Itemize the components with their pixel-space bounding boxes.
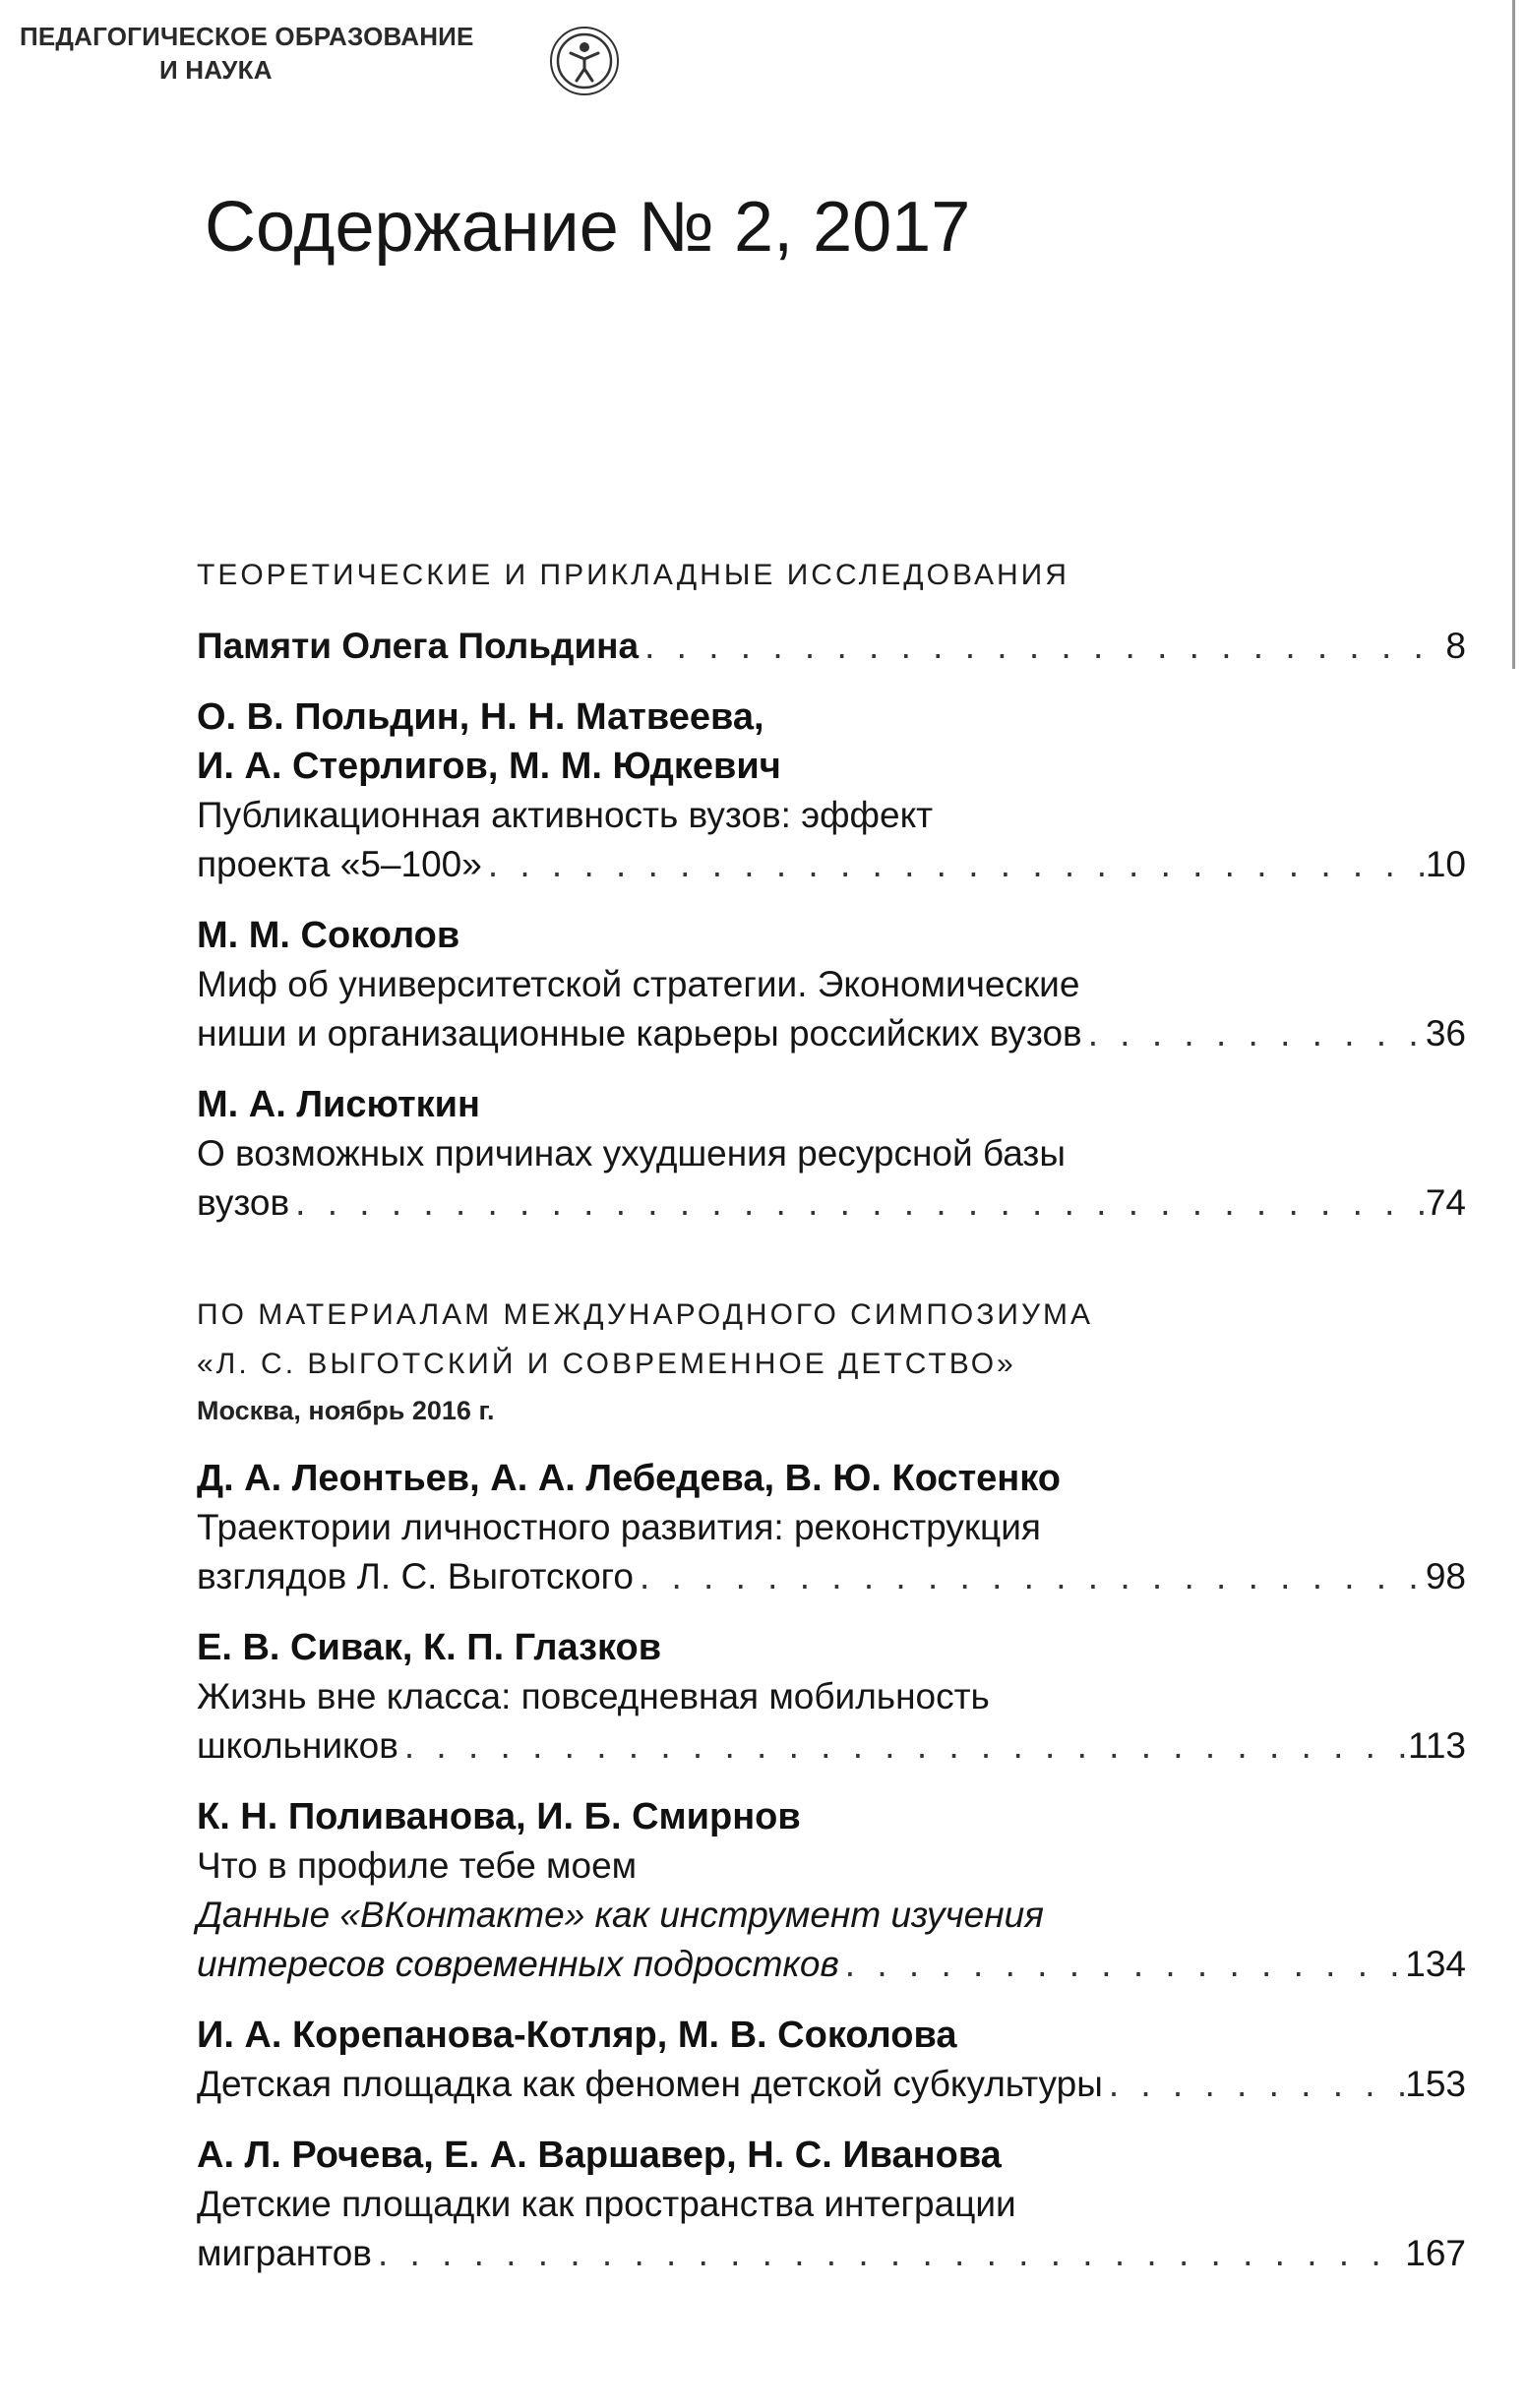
entry-title: О возможных причинах ухудшения ресурсной базы bbox=[197, 1133, 1066, 1174]
entry-authors: Д. А. Леонтьев, А. А. Лебедева, В. Ю. Костенко bbox=[197, 1458, 1061, 1499]
toc-entry bbox=[197, 2011, 1466, 2109]
toc-entry-line bbox=[197, 1940, 1466, 1989]
entry-authors: Е. В. Сивак, К. П. Глазков bbox=[197, 1627, 662, 1668]
toc-section-theoretical bbox=[197, 551, 1466, 1228]
entry-title: школьников bbox=[197, 1725, 398, 1766]
journal-logo-icon bbox=[547, 24, 622, 98]
toc-entry bbox=[197, 1623, 1466, 1771]
section-subtitle: Москва, ноябрь 2016 г. bbox=[197, 1396, 495, 1425]
entry-authors: И. А. Корепанова-Котляр, М. В. Соколова bbox=[197, 2015, 957, 2056]
toc-entry bbox=[197, 1454, 1466, 1601]
dot-leader bbox=[639, 622, 1427, 671]
page-number: 8 bbox=[1445, 626, 1466, 666]
entry-title: Публикационная активность вузов: эффект bbox=[197, 795, 934, 835]
entry-authors: О. В. Польдин, Н. Н. Матвеева, bbox=[197, 696, 764, 738]
page-edge-divider bbox=[1512, 0, 1515, 669]
toc-entry-line bbox=[197, 840, 1466, 889]
entry-title: взглядов Л. С. Выготского bbox=[197, 1556, 634, 1596]
page-title: Содержание № 2, 2017 bbox=[205, 188, 971, 267]
journal-name-line1: ПЕДАГОГИЧЕСКОЕ ОБРАЗОВАНИЕ bbox=[20, 22, 474, 51]
toc-entry-line bbox=[197, 1721, 1466, 1771]
toc-entry-line bbox=[197, 2060, 1466, 2109]
page-number: 36 bbox=[1425, 1013, 1466, 1054]
table-of-contents bbox=[197, 551, 1466, 2278]
page-number: 98 bbox=[1425, 1556, 1466, 1596]
page-number: 74 bbox=[1425, 1182, 1466, 1223]
entry-authors: К. Н. Поливанова, И. Б. Смирнов bbox=[197, 1796, 801, 1837]
dot-leader bbox=[482, 840, 1426, 889]
toc-section-symposium bbox=[197, 1291, 1466, 2278]
toc-entry bbox=[197, 1080, 1466, 1228]
toc-entry-line bbox=[197, 1009, 1466, 1058]
dot-leader bbox=[1103, 2060, 1405, 2109]
page-number: 113 bbox=[1408, 1725, 1466, 1766]
entry-authors: М. А. Лисюткин bbox=[197, 1084, 480, 1125]
entry-title: ниши и организационные карьеры российских вузов bbox=[197, 1013, 1082, 1054]
entry-title: Миф об университетской стратегии. Экономические bbox=[197, 964, 1080, 1004]
entry-title: Детские площадки как пространства интеграции bbox=[197, 2184, 1016, 2224]
toc-entry-line bbox=[197, 1178, 1466, 1228]
entry-title: проекта «5–100» bbox=[197, 844, 482, 884]
memorial-title: Памяти Олега Польдина bbox=[197, 626, 640, 666]
entry-subtitle: Данные «ВКонтакте» как инструмент изучения bbox=[197, 1895, 1044, 1935]
toc-entry-memorial bbox=[197, 622, 1466, 671]
entry-authors: А. Л. Рочева, Е. А. Варшавер, Н. С. Иванова bbox=[197, 2135, 1002, 2176]
page-number: 134 bbox=[1405, 1944, 1466, 1984]
entry-subtitle: интересов современных подростков bbox=[197, 1944, 839, 1984]
entry-title: мигрантов bbox=[197, 2233, 372, 2273]
dot-leader bbox=[634, 1552, 1426, 1601]
journal-header bbox=[20, 20, 474, 87]
page-number: 153 bbox=[1405, 2064, 1466, 2104]
toc-entry bbox=[197, 692, 1466, 889]
dot-leader bbox=[398, 1721, 1408, 1771]
entry-title: Что в профиле тебе моем bbox=[197, 1845, 638, 1886]
entry-title: Жизнь вне класса: повседневная мобильность bbox=[197, 1676, 990, 1716]
entry-title: Детская площадка как феномен детской субкультуры bbox=[197, 2064, 1103, 2104]
entry-title: Траектории личностного развития: реконструкция bbox=[197, 1507, 1041, 1547]
toc-entry bbox=[197, 1792, 1466, 1989]
page-number: 10 bbox=[1425, 844, 1466, 884]
journal-name-line2: И НАУКА bbox=[159, 55, 273, 85]
entry-title: вузов bbox=[197, 1182, 290, 1223]
toc-entry-line bbox=[197, 622, 1466, 671]
entry-authors: М. М. Соколов bbox=[197, 915, 460, 956]
toc-entry bbox=[197, 2131, 1466, 2278]
page-number: 167 bbox=[1405, 2233, 1466, 2273]
dot-leader bbox=[1082, 1009, 1426, 1058]
toc-entry-line bbox=[197, 1552, 1466, 1601]
section-title: «Л. С. ВЫГОТСКИЙ И СОВРЕМЕННОЕ ДЕТСТВО» bbox=[197, 1348, 1016, 1380]
dot-leader bbox=[289, 1178, 1426, 1228]
section-title: ТЕОРЕТИЧЕСКИЕ И ПРИКЛАДНЫЕ ИССЛЕДОВАНИЯ bbox=[197, 559, 1069, 591]
toc-entry bbox=[197, 911, 1466, 1058]
dot-leader bbox=[839, 1940, 1405, 1989]
entry-authors: И. А. Стерлигов, М. М. Юдкевич bbox=[197, 746, 781, 787]
dot-leader bbox=[372, 2229, 1405, 2278]
section-title: ПО МАТЕРИАЛАМ МЕЖДУНАРОДНОГО СИМПОЗИУМА bbox=[197, 1298, 1094, 1331]
toc-entry-line bbox=[197, 2229, 1466, 2278]
